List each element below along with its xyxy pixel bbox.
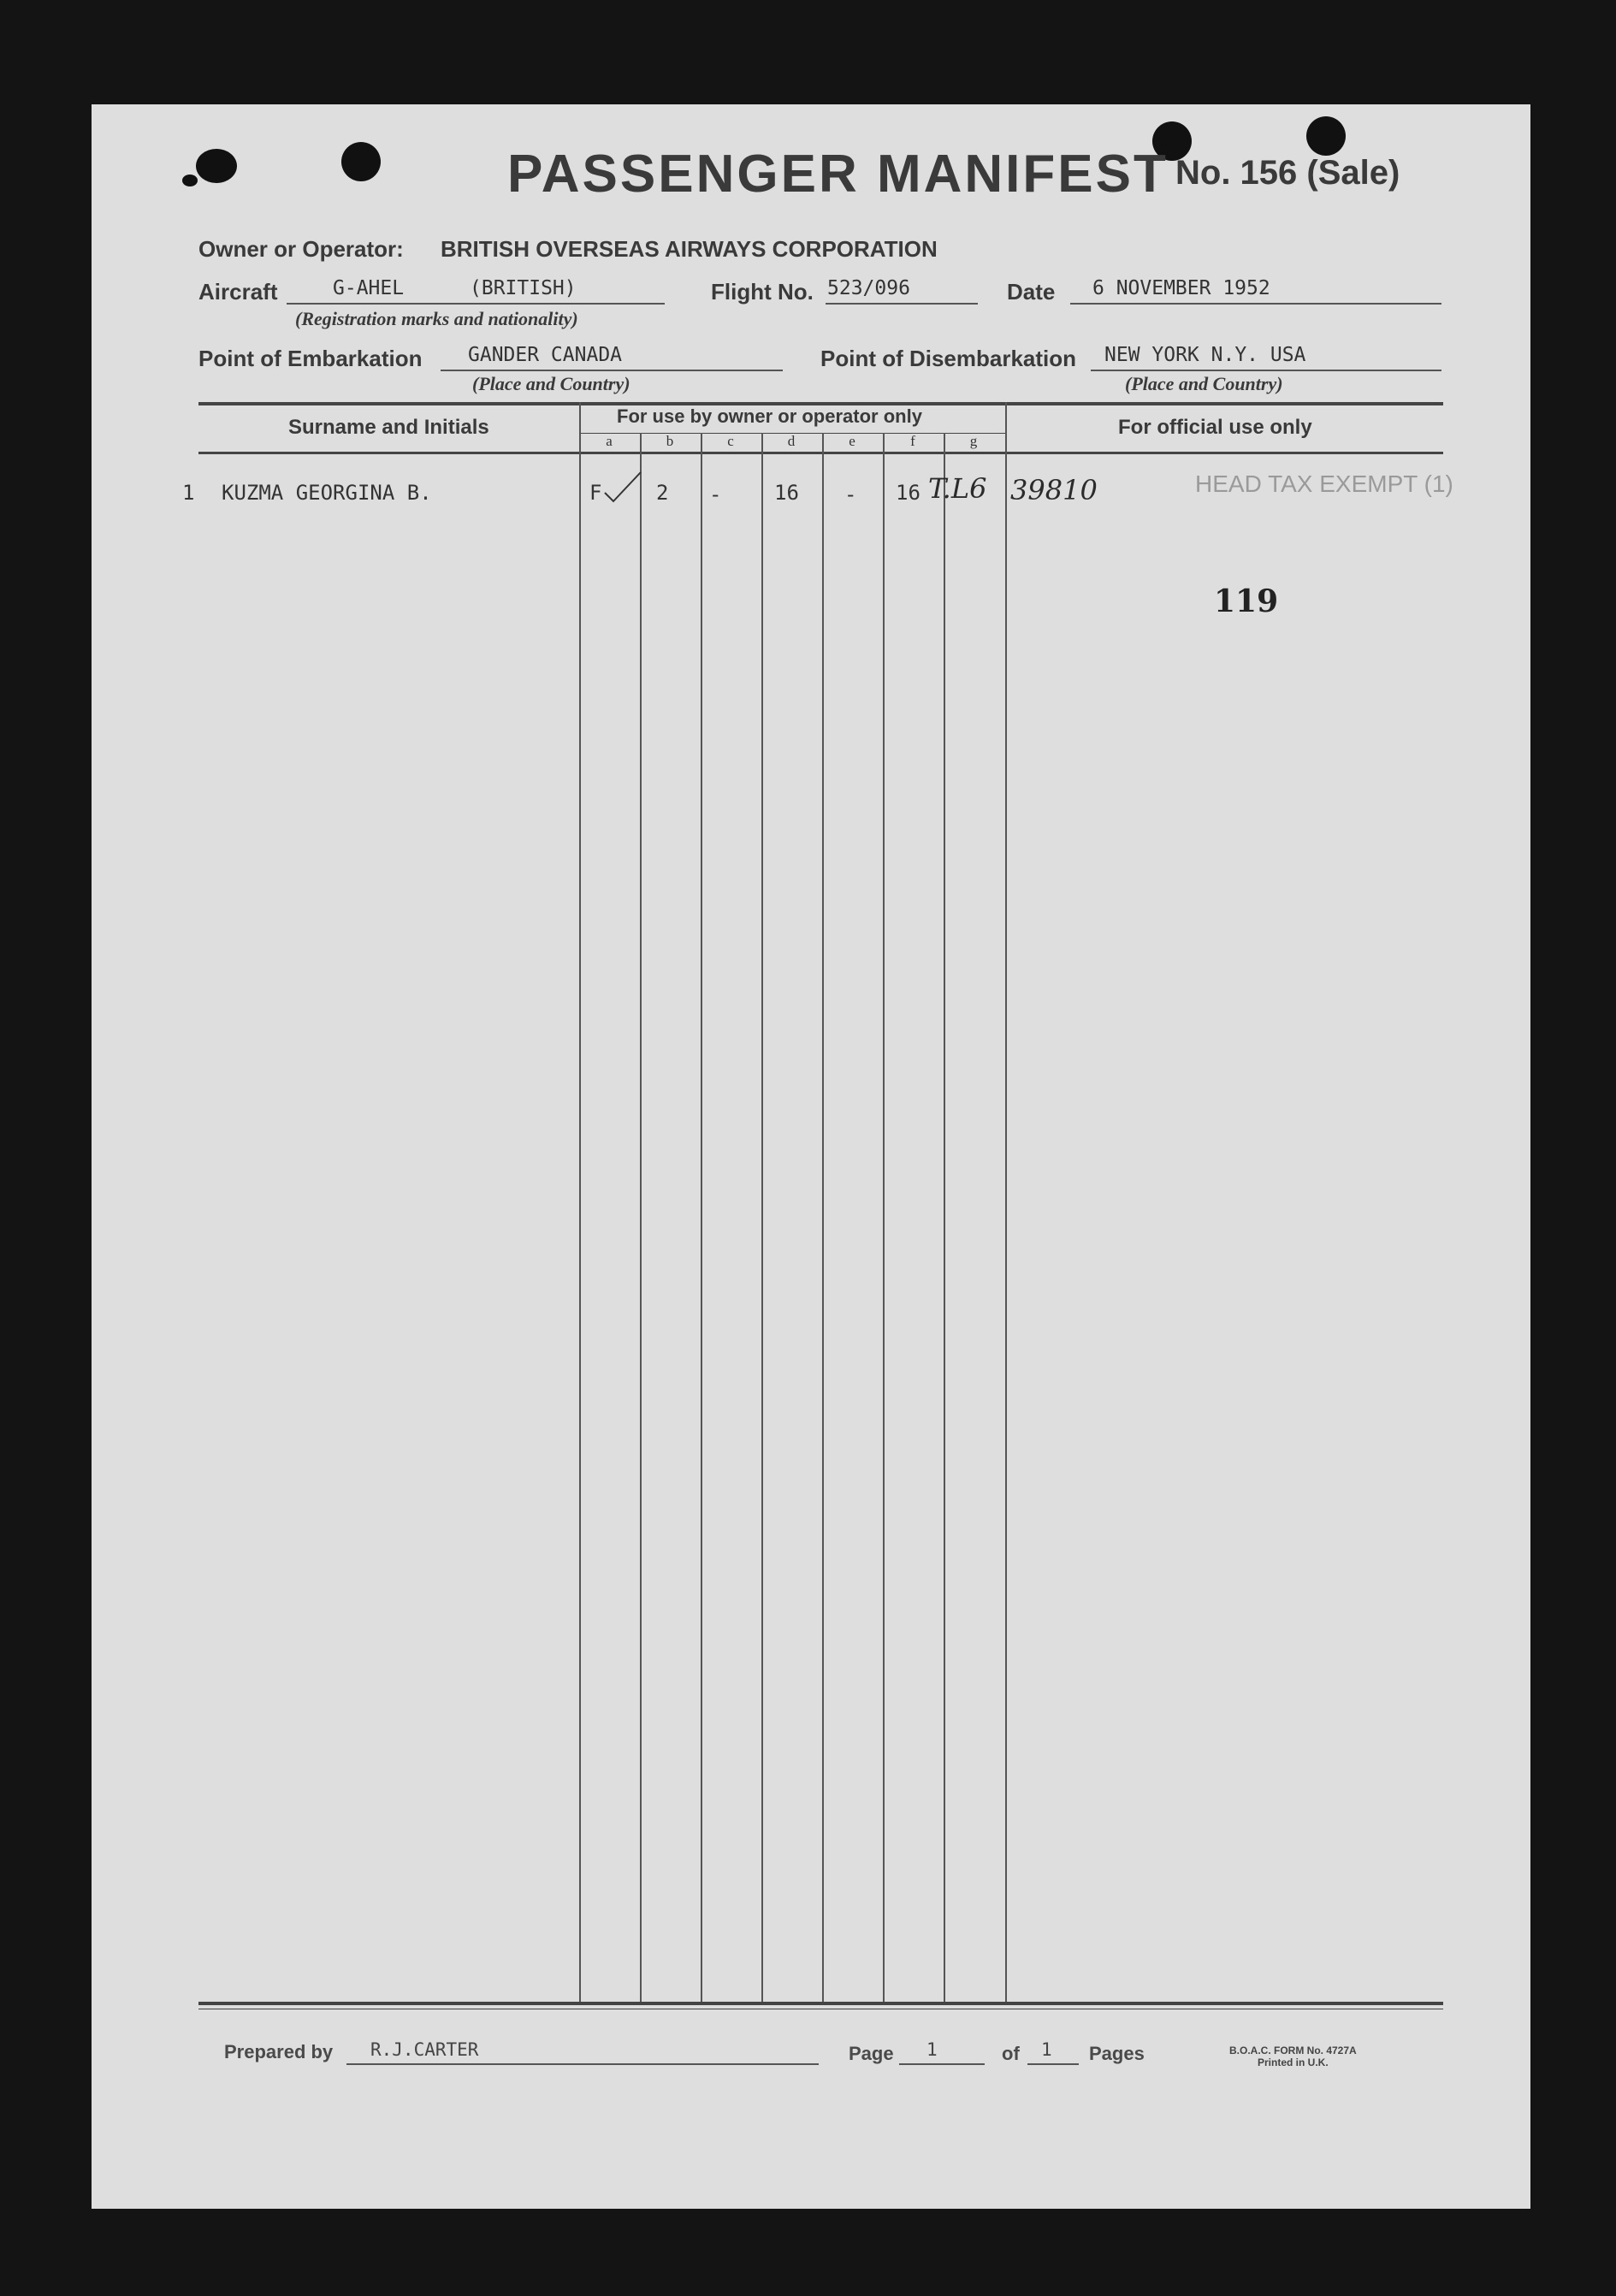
column-divider	[883, 433, 885, 2002]
column-divider	[701, 433, 702, 2002]
passenger-name: KUZMA GEORGINA B.	[222, 481, 432, 505]
pages-label: Pages	[1089, 2043, 1145, 2064]
prepared-by-label: Prepared by	[224, 2041, 334, 2062]
subcol-e: e	[849, 433, 855, 449]
owner-value: BRITISH OVERSEAS AIRWAYS CORPORATION	[441, 236, 938, 262]
manifest-page	[92, 104, 1530, 2209]
aircraft-label: Aircraft	[198, 279, 278, 305]
flight-label: Flight No.	[711, 279, 814, 305]
aircraft-underline	[287, 303, 665, 305]
column-owner-group-header: For use by owner or operator only	[617, 405, 922, 427]
embarkation-label: Point of Embarkation	[198, 346, 423, 371]
column-divider	[761, 433, 763, 2002]
prepared-by-value: R.J.CARTER	[370, 2039, 479, 2060]
page-label: Page	[849, 2043, 894, 2064]
owner-label: Owner or Operator:	[198, 236, 404, 262]
aircraft-registration: G-AHEL	[333, 277, 405, 299]
of-label: of	[1002, 2043, 1020, 2064]
flight-underline	[826, 303, 978, 305]
disembarkation-value: NEW YORK N.Y. USA	[1104, 344, 1306, 366]
cell-e: -	[844, 482, 857, 506]
column-official-header: For official use only	[1118, 416, 1312, 439]
of-underline	[1027, 2063, 1079, 2065]
ink-blot	[196, 149, 237, 183]
date-label: Date	[1007, 279, 1056, 305]
check-mark	[601, 470, 644, 505]
page-underline	[899, 2063, 985, 2065]
cell-f: 16	[896, 481, 920, 505]
form-number-block	[1229, 2045, 1357, 2068]
official-handwritten-number: 39810	[1010, 474, 1098, 506]
subcol-b: b	[666, 433, 674, 449]
table-bottom-rule	[198, 2002, 1443, 2005]
subcol-d: d	[787, 433, 796, 449]
subcol-g: g	[969, 433, 978, 449]
subcol-c: c	[727, 433, 734, 449]
column-divider	[640, 433, 642, 2002]
ink-blot	[182, 175, 198, 186]
date-value: 6 NOVEMBER 1952	[1092, 277, 1270, 299]
row-number: 1	[182, 481, 195, 505]
page-value: 1	[926, 2039, 938, 2060]
column-divider	[822, 433, 824, 2002]
embarkation-note: (Place and Country)	[472, 373, 630, 394]
column-divider	[944, 433, 945, 2002]
header-bottom-rule	[198, 452, 1443, 454]
punch-hole	[1306, 116, 1346, 156]
subcol-f: f	[910, 433, 915, 449]
column-surname-header: Surname and Initials	[288, 416, 489, 439]
cell-g: T.L6	[928, 472, 987, 505]
disembarkation-underline	[1091, 370, 1441, 371]
cell-c: -	[709, 482, 722, 506]
aircraft-nationality: (BRITISH)	[470, 277, 577, 299]
embarkation-value: GANDER CANADA	[468, 344, 623, 366]
official-stamp-text: HEAD TAX EXEMPT (1)	[1195, 470, 1453, 497]
column-divider	[579, 402, 581, 2002]
date-underline	[1070, 303, 1441, 305]
page-title: PASSENGER MANIFEST	[507, 145, 1169, 204]
disembarkation-label: Point of Disembarkation	[820, 346, 1077, 371]
manifest-number: No. 156 (Sale)	[1175, 154, 1400, 192]
subcol-a: a	[606, 433, 613, 449]
form-number: B.O.A.C. FORM No. 4727A	[1229, 2045, 1357, 2056]
of-value: 1	[1041, 2039, 1052, 2060]
flight-number: 523/096	[827, 277, 910, 299]
stamp-number: 119	[1214, 583, 1279, 619]
cell-a: F	[589, 481, 602, 505]
punch-hole	[341, 142, 381, 181]
disembarkation-note: (Place and Country)	[1125, 373, 1283, 394]
embarkation-underline	[441, 370, 783, 371]
prepared-underline	[346, 2063, 819, 2065]
aircraft-note: (Registration marks and nationality)	[295, 308, 578, 329]
printed-in: Printed in U.K.	[1258, 2056, 1329, 2068]
cell-b: 2	[656, 481, 669, 505]
column-divider	[1005, 402, 1007, 2002]
cell-d: 16	[774, 481, 799, 505]
